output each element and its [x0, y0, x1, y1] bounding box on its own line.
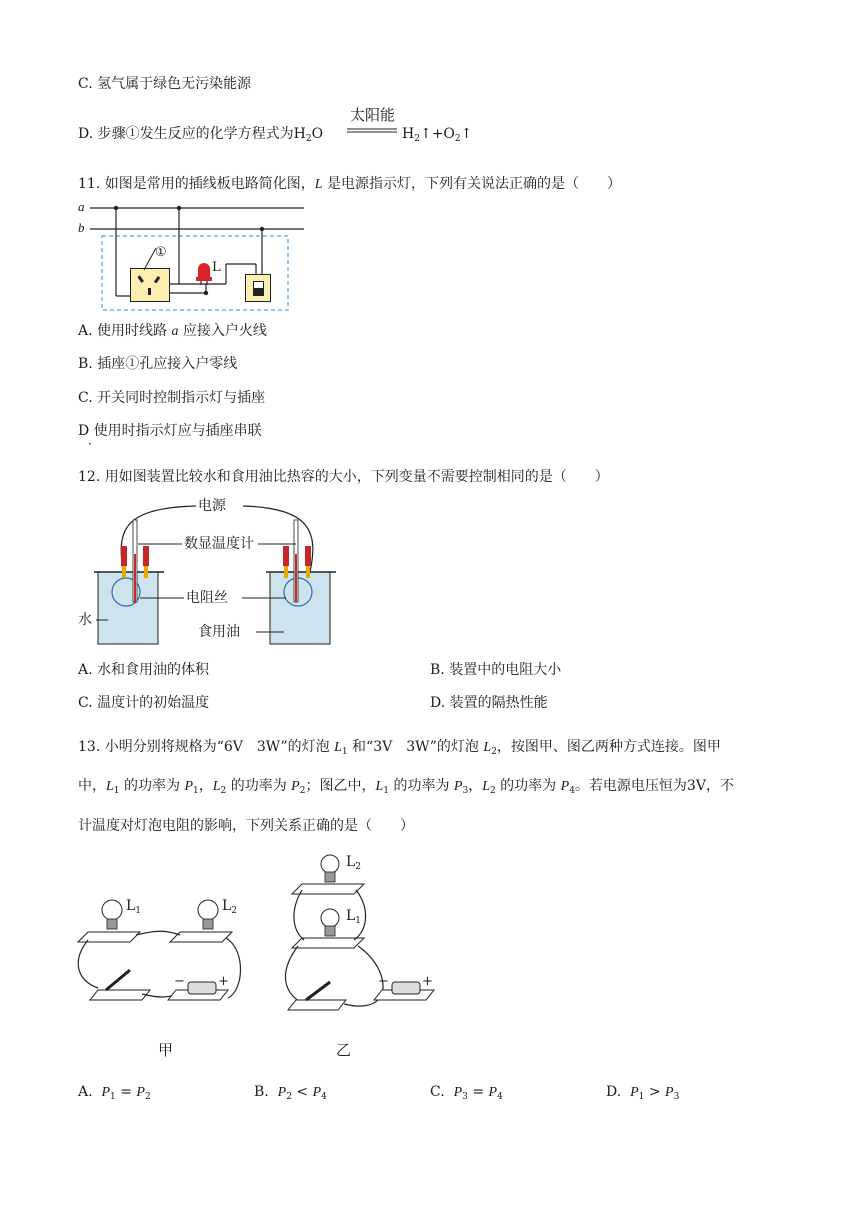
jia-L2-label: $L_2$	[222, 898, 238, 916]
q10-option-c: C. 氢气属于绿色无污染能源	[78, 76, 252, 92]
socket-label: ①	[155, 245, 167, 260]
q11-option-b: B. 插座①孔应接入户零线	[78, 356, 238, 372]
yi-battery-plus: +	[422, 974, 433, 989]
equation-double-line	[347, 127, 399, 135]
q12-option-d: D. 装置的隔热性能	[430, 695, 548, 711]
caption-yi: 乙	[336, 1041, 352, 1059]
water-label: 水	[78, 612, 92, 628]
q13-stem-line3: 计温度对灯泡电阻的影响，下列关系正确的是（ ）	[78, 818, 414, 834]
q11-option-d: D 使用时指示灯应与插座串联	[78, 423, 262, 439]
circuit-yi-diagram	[282, 850, 442, 1030]
lamp-label: L	[212, 260, 221, 275]
q13-option-a: A. $P_1 = P_2$	[78, 1084, 151, 1102]
power-strip-circuit-diagram	[76, 196, 306, 314]
equation-condition: 太阳能	[350, 106, 396, 124]
jia-L1-label: $L_1$	[126, 898, 142, 916]
caption-jia: 甲	[158, 1041, 174, 1059]
q13-option-d: D. $P_1 > P_3$	[606, 1084, 680, 1102]
line-b-label: b	[78, 220, 85, 235]
specific-heat-apparatus-diagram	[78, 494, 338, 656]
oil-label: 食用油	[198, 624, 240, 640]
stray-dot: ·	[88, 437, 92, 451]
jia-battery-plus: +	[218, 974, 229, 989]
q13-option-c: C. $P_3 = P_4$	[430, 1084, 503, 1102]
q13-option-b: B. $P_2 < P_4$	[254, 1084, 327, 1102]
power-source-label: 电源	[198, 498, 226, 514]
q10-option-d	[78, 124, 323, 149]
q13-stem-line1: 13. 小明分别将规格为“6V 3W”的灯泡 $L_1$ 和“3V 3W”的灯泡 $L_2$，按图甲、图乙两种方式连接。图甲	[78, 739, 721, 757]
circuit-jia-diagram	[76, 890, 246, 1025]
yi-L2-label: $L_2$	[346, 854, 362, 872]
yi-L1-label: $L_1$	[346, 908, 362, 926]
yi-battery-minus: −	[378, 974, 389, 989]
q11-option-a: A. 使用时线路 a 应接入户火线	[78, 323, 267, 339]
q11-option-c: C. 开关同时控制指示灯与插座	[78, 390, 266, 406]
equation-products: $H_2↑+O_2↑$	[402, 126, 473, 144]
q12-option-c: C. 温度计的初始温度	[78, 695, 210, 711]
q13-stem-line2: 中，$L_1$ 的功率为 $P_1$，$L_2$ 的功率为 $P_2$；图乙中，$L_1$ 的功率为 $P_3$，$L_2$ 的功率为 $P_4$。若电源电压恒为3V，不	[78, 778, 734, 796]
resistor-label: 电阻丝	[186, 590, 228, 606]
jia-battery-minus: −	[174, 974, 185, 989]
q12-option-a: A. 水和食用油的体积	[78, 662, 210, 678]
q11-stem: 11. 如图是常用的插线板电路简化图，L 是电源指示灯，下列有关说法正确的是（ ）	[78, 176, 621, 192]
q12-stem: 12. 用如图装置比较水和食用油比热容的大小，下列变量不需要控制相同的是（ ）	[78, 469, 609, 485]
switch-icon	[245, 274, 271, 302]
line-a-label: a	[78, 199, 85, 214]
q12-option-b: B. 装置中的电阻大小	[430, 662, 562, 678]
equation-reactant: $H_2O$	[293, 126, 324, 144]
q10-option-d-text: D. 步骤①发生反应的化学方程式为	[78, 126, 294, 142]
thermometer-label: 数显温度计	[184, 536, 254, 552]
